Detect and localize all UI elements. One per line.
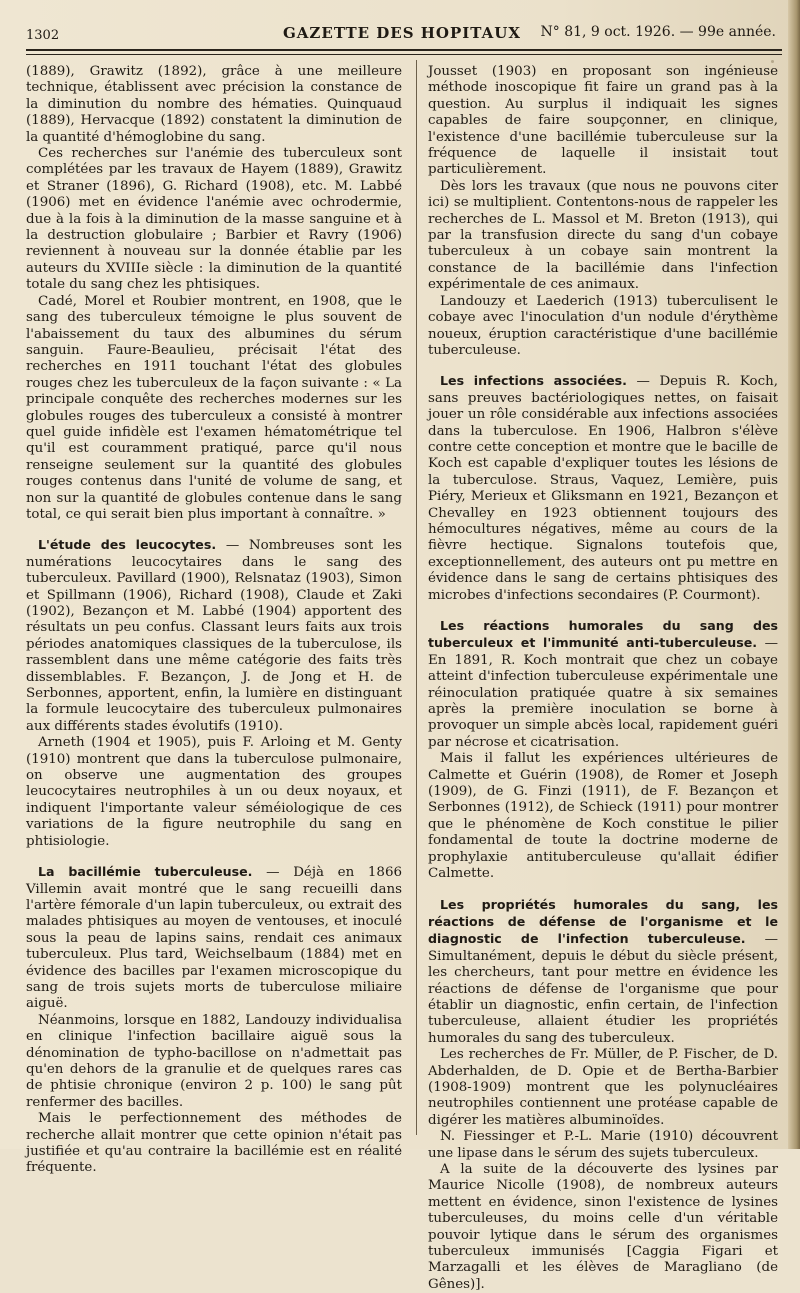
- issue-info: N° 81, 9 oct. 1926. — 99e année.: [540, 24, 776, 40]
- section-heading: L'étude des leucocytes.: [38, 537, 217, 553]
- paragraph: (1889), Grawitz (1892), grâce à une meilleure technique, établissent avec précision la constance de la diminution du nombre des hématies. Quinquaud (1889), Hervacque (1892) constatent la diminution de la quantité d'hémoglobine du sang.: [26, 64, 402, 145]
- paragraph: Néanmoins, lorsque en 1882, Landouzy individualisa en clinique l'infection bacillaire aiguë sous la dénomination de typho-bacillose on n'admettait pas qu'en dehors de la granulie et de quelques rares cas de phtisie chronique (environ 2 p. 100) le sang pût renfermer des bacilles.: [26, 1012, 402, 1110]
- section-heading: Les propriétés humorales du sang, les réactions de défense de l'organisme et le diagnostic de l'infection tuberculeuse.: [428, 896, 778, 947]
- right-column: [428, 64, 778, 1293]
- section-reactions-humorales: [428, 618, 778, 751]
- header-rule-thick: [26, 49, 782, 51]
- section-heading: La bacillémie tuberculeuse.: [38, 864, 253, 880]
- scan-speck: [771, 60, 774, 63]
- section-text: — Depuis R. Koch, sans preuves bactériologiques nettes, on faisait jouer un rôle considérable aux infections associées dans la tuberculose. En 1906, Halbron s'élève contre cette conception et montre que le bacille de Koch est capable d'expliquer toutes les lésions de la tuberculose. Straus, Vaquez, Lemière, puis Piéry, Merieux et Gliksmann en 1921, Bezançon et Chevalley en 1923 obtiennent toujours des hémocultures négatives, même au cours de la fièvre hectique. Signalons toutefois que, exceptionnellement, des auteurs ont pu mettre en évidence dans le sang de certains phtisiques des microbes d'infections secondaires (P. Courmont).: [428, 374, 778, 603]
- journal-title: GAZETTE DES HOPITAUX: [282, 24, 521, 42]
- page-number: 1302: [26, 28, 60, 43]
- paragraph: Landouzy et Laederich (1913) tuberculisent le cobaye avec l'inoculation d'un nodule d'érythème noueux, éruption caractéristique d'une bacillémie tuberculeuse.: [428, 293, 778, 358]
- section-proprietes-humorales: [428, 897, 778, 1048]
- page-header: [26, 22, 778, 44]
- section-text: — Simultanément, depuis le début du siècle présent, les chercheurs, tant pour mettre en évidence les réactions de défense de l'organisme que pour établir un diagnostic, enfin certain, de l'infection tuberculeuse, allaient étudier les propriétés humorales du sang des tuberculeux.: [428, 932, 778, 1046]
- column-divider: [416, 60, 417, 1135]
- left-column: [26, 64, 402, 1177]
- header-rule-thin: [26, 54, 782, 55]
- section-infections-associees: [428, 373, 778, 604]
- section-text: — En 1891, R. Koch montrait que chez un cobaye atteint d'infection tuberculeuse expérimentale une réinoculation pratiquée quatre à six semaines après la première inoculation se borne à provoquer un simple abcès local, rapidement guéri par nécrose et cicatrisation.: [428, 636, 778, 750]
- section-heading: Les réactions humorales du sang des tuberculeux et l'immunité anti-tuberculeuse.: [428, 618, 778, 651]
- section-text: — Nombreuses sont les numérations leucocytaires dans le sang des tuberculeux. Pavillard (1900), Relsnataz (1903), Simon et Spillmann (1906), Richard (1908), Claude et Zaki (1902), Bezançon et M. Labbé (1904) apportent des résultats un peu confus. Classant leurs faits aux trois périodes anatomiques classiques de la tuberculose, ils rassemblent dans une même catégorie des faits très dissemblables. F. Bezançon, J. de Jong et H. de Serbonnes, apportent, enfin, la lumière en distinguant la formule leucocytaire des tuberculeux pulmonaires aux différents stades évolutifs (1910).: [26, 538, 402, 734]
- paragraph: Ces recherches sur l'anémie des tuberculeux sont complétées par les travaux de Hayem (1889), Grawitz et Straner (1896), G. Richard (1908), etc. M. Labbé (1906) met en évidence l'anémie avec ochrodermie, due à la fois à la diminution de la masse sanguine et à la destruction globulaire ; Barbier et Ravry (1906) reviennent à nouveau sur la donnée établie par les auteurs du XVIIIe siècle : la diminution de la quantité totale du sang chez les phtisiques.: [26, 146, 402, 293]
- section-text: — Déjà en 1866 Villemin avait montré que le sang recueilli dans l'artère fémorale d'un lapin tuberculeux, ou extrait des malades phtisiques au moyen de ventouses, et inoculé sous la peau de lapins sains, rendait ces animaux tuberculeux. Plus tard, Weichselbaum (1884) met en évidence des bacilles par l'examen microscopique du sang de trois sujets morts de tuberculose miliaire aiguë.: [26, 865, 402, 1012]
- section-bacillemie: [26, 864, 402, 1013]
- paragraph: N. Fiessinger et P.-L. Marie (1910) découvrent une lipase dans le sérum des sujets tuberculeux.: [428, 1129, 778, 1161]
- paragraph: Les recherches de Fr. Müller, de P. Fischer, de D. Abderhalden, de D. Opie et de Bertha-Barbier (1908-1909) montrent que les polynucléaires neutrophiles contiennent une protéase capable de digérer les matières albuminoïdes.: [428, 1047, 778, 1128]
- page-edge-shadow: [788, 0, 800, 1149]
- section-heading: Les infections associées.: [440, 373, 627, 389]
- paragraph: Cadé, Morel et Roubier montrent, en 1908, que le sang des tuberculeux témoigne le plus souvent de l'abaissement du taux des albumines du sérum sanguin. Faure-Beaulieu, précisait l'état des recherches en 1911 touchant l'état des globules rouges chez les tuberculeux de la façon suivante : « La principale conquête des recherches modernes sur les globules rouges des tuberculeux a consisté à montrer quel guide infidèle est l'examen hématométrique tel qu'il est couramment pratiqué, parce qu'il nous renseigne seulement sur la quantité des globules rouges contenus dans l'unité de volume de sang, et non sur la quantité de globules contenue dans le sang total, ce qui serait bien plus important à connaître. »: [26, 293, 402, 522]
- section-leucocytes: [26, 537, 402, 735]
- paragraph: Arneth (1904 et 1905), puis F. Arloing et M. Genty (1910) montrent que dans la tuberculose pulmonaire, on observe une augmentation des groupes leucocytaires neutrophiles à un ou deux noyaux, et indiquent l'importante valeur séméiologique de ces variations de la figure neutrophile du sang en phtisiologie.: [26, 735, 402, 849]
- paragraph: Mais il fallut les expériences ultérieures de Calmette et Guérin (1908), de Romer et Joseph (1909), de G. Finzi (1911), de F. Bezançon et Serbonnes (1912), de Schieck (1911) pour montrer que le phénomène de Koch constitue le pilier fondamental de toute la doctrine moderne de prophylaxie antituberculeuse qu'allait édifier Calmette.: [428, 751, 778, 882]
- paragraph: Mais le perfectionnement des méthodes de recherche allait montrer que cette opinion n'était pas justifiée et qu'au contraire la bacillémie est en réalité fréquente.: [26, 1111, 402, 1176]
- paragraph: A la suite de la découverte des lysines par Maurice Nicolle (1908), de nombreux auteurs mettent en évidence, sinon l'existence de lysines tuberculeuses, du moins celle d'un véritable pouvoir lytique dans le sérum des organismes tuberculeux immunisés [Caggia Figari et Marzagalli et les élèves de Maragliano (de Gênes)].: [428, 1162, 778, 1292]
- paragraph: Dès lors les travaux (que nous ne pouvons citer ici) se multiplient. Contentons-nous de rappeler les recherches de L. Massol et M. Breton (1913), qui par la transfusion directe du sang d'un cobaye tuberculeux à un cobaye sain montrent la constance de la bacillémie dans l'infection expérimentale de ces animaux.: [428, 178, 778, 293]
- paragraph: Jousset (1903) en proposant son ingénieuse méthode inoscopique fit faire un grand pas à la question. Au surplus il indiquait les signes capables de faire soupçonner, en clinique, l'existence d'une bacillémie tuberculeuse sur la fréquence de laquelle il insistait tout particulièrement.: [428, 64, 778, 178]
